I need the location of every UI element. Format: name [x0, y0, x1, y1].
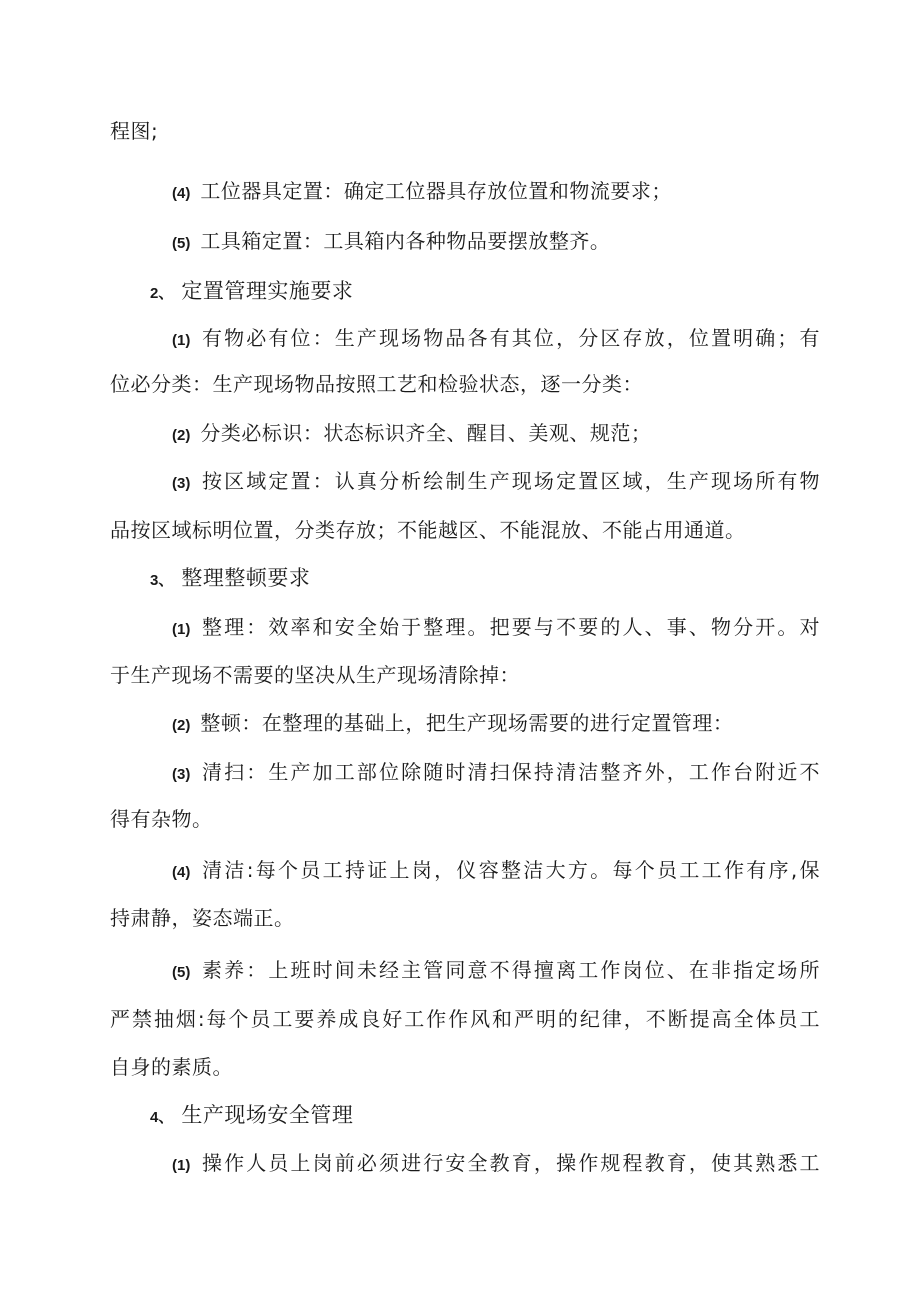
item-text: 按区域定置：认真分析绘制生产现场定置区域，生产现场所有物: [200, 469, 820, 493]
item-number: (3): [172, 475, 191, 492]
item-number: (3): [172, 766, 191, 783]
item-text: 整理：效率和安全始于整理。把要与不要的人、事、物分开。对: [200, 615, 820, 639]
item-number: (1): [172, 1157, 191, 1174]
item-text: 有物必有位：生产现场物品各有其位，分区存放，位置明确；有: [200, 326, 820, 350]
item-text: 操作人员上岗前必须进行安全教育，操作规程教育，使其熟悉工: [200, 1151, 820, 1175]
text-line-continuation: [110, 1052, 820, 1082]
line-text: 严禁抽烟:每个员工要养成良好工作作风和严明的纪律，不断提高全体员工: [110, 1007, 820, 1031]
list-item-5: [172, 955, 820, 988]
line-text: 品按区域标明位置，分类存放；不能越区、不能混放、不能占用通道。: [110, 518, 746, 542]
text-line-continuation: [110, 515, 820, 545]
text-line-continuation: [110, 903, 820, 933]
heading-number: 2、: [150, 285, 174, 302]
section-heading-3: [150, 563, 310, 596]
text-line-continuation: [110, 116, 820, 146]
item-text: 素养：上班时间未经主管同意不得擅离工作岗位、在非指定场所: [200, 958, 820, 982]
line-text: 于生产现场不需要的坚决从生产现场清除掉：: [110, 663, 520, 687]
list-item-1: [172, 323, 820, 356]
section-heading-4: [150, 1100, 353, 1133]
list-item-5: [172, 226, 820, 259]
heading-text: 整理整顿要求: [181, 566, 311, 590]
list-item-2: [172, 418, 820, 451]
item-number: (2): [172, 717, 191, 734]
text-line-continuation: [110, 660, 820, 690]
heading-number: 4、: [150, 1109, 174, 1126]
item-number: (1): [172, 332, 191, 349]
line-text: 位必分类：生产现场物品按照工艺和检验状态，逐一分类：: [110, 372, 643, 396]
section-heading-2: [150, 276, 353, 309]
item-number: (5): [172, 964, 191, 981]
item-number: (4): [172, 864, 191, 881]
text-line-continuation: [110, 1004, 820, 1034]
heading-text: 定置管理实施要求: [181, 279, 354, 303]
list-item-1: [172, 612, 820, 645]
item-text: 工具箱定置：工具箱内各种物品要摆放整齐。: [200, 229, 611, 253]
item-text: 清洁:每个员工持证上岗，仪容整洁大方。每个员工工作有序,保: [200, 858, 820, 882]
item-number: (2): [172, 427, 191, 444]
list-item-3: [172, 466, 820, 499]
text-line-continuation: [110, 369, 820, 399]
list-item-2: [172, 708, 820, 741]
item-number: (5): [172, 235, 191, 252]
item-text: 清扫：生产加工部位除随时清扫保持清洁整齐外，工作台附近不: [200, 760, 820, 784]
list-item-4: [172, 855, 820, 888]
item-number: (1): [172, 621, 191, 638]
list-item-4: [172, 176, 820, 209]
line-text: 程图;: [110, 119, 159, 143]
line-text: 得有杂物。: [110, 807, 213, 831]
list-item-1: [172, 1148, 820, 1181]
item-text: 整顿：在整理的基础上，把生产现场需要的进行定置管理：: [200, 711, 734, 735]
item-text: 分类必标识：状态标识齐全、醒目、美观、规范；: [200, 421, 652, 445]
text-line-continuation: [110, 804, 820, 834]
item-text: 工位器具定置：确定工位器具存放位置和物流要求；: [200, 179, 672, 203]
heading-text: 生产现场安全管理: [181, 1103, 354, 1127]
item-number: (4): [172, 185, 191, 202]
line-text: 持肃静，姿态端正。: [110, 906, 295, 930]
list-item-3: [172, 757, 820, 790]
line-text: 自身的素质。: [110, 1055, 233, 1079]
heading-number: 3、: [150, 572, 174, 589]
